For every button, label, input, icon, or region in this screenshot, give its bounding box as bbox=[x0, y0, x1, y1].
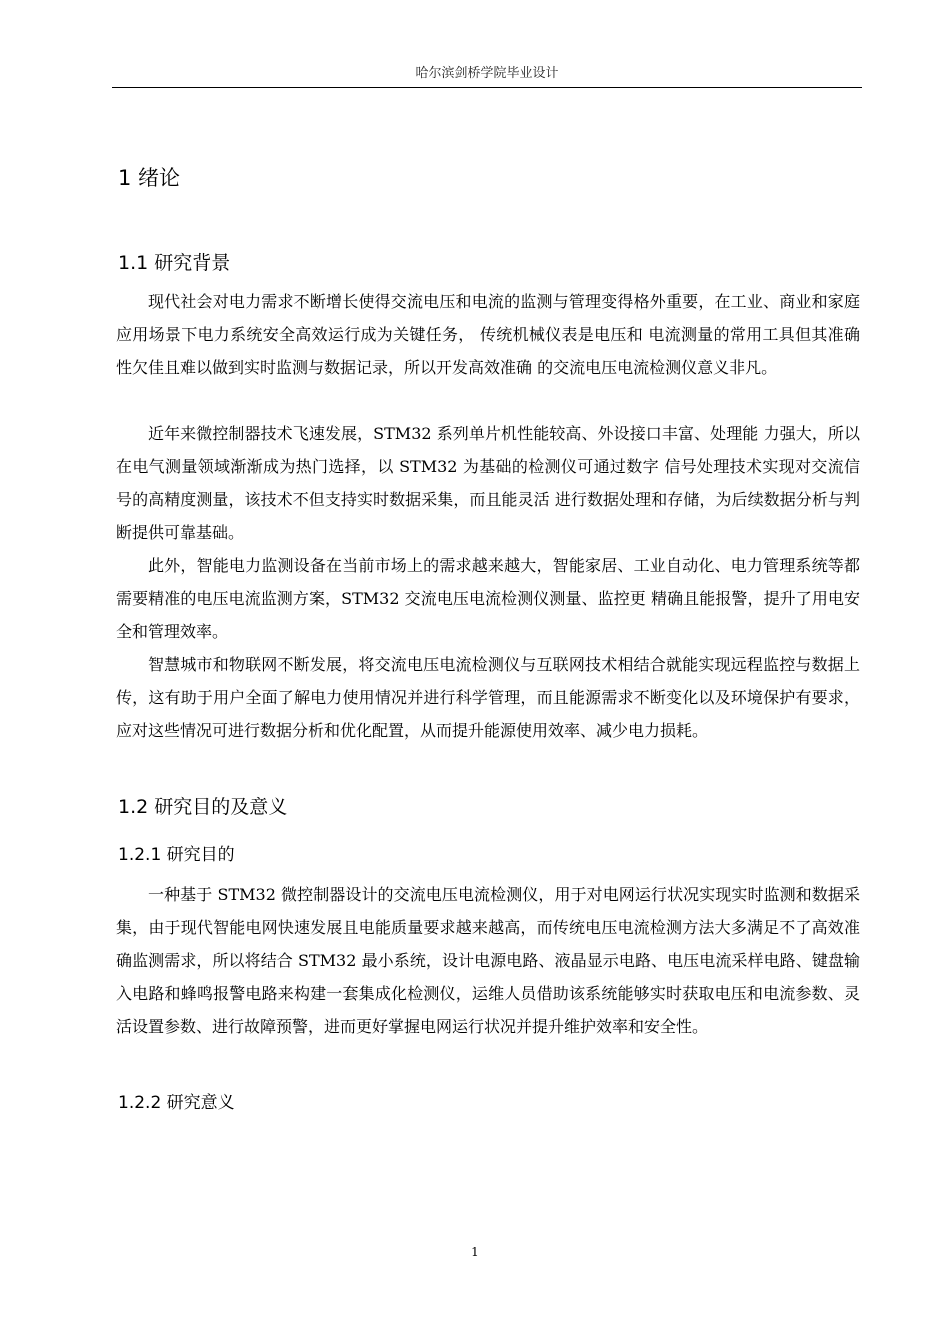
section-title-1-1: 1.1 研究背景 bbox=[118, 252, 231, 274]
paragraph-purpose: 一种基于 STM32 微控制器设计的交流电压电流检测仪，用于对电网运行状况实现实时监测和数据采集，由于现代智能电网快速发展且电能质量要求越来越高，而传统电压电流检测方法大多满足不了高效准确监测需求，所以将结合 STM32 最小系统，设计电源电路、液晶显示电路、电压电流采样电路、键盘输入电路和蜂鸣报警电路来构建一套集成化检测仪，运维人员借助该系统能够实时获取电压和电流参数、灵活设置参数、进行故障预警，进而更好掌握电网运行状况并提升维护效率和安全性。 bbox=[116, 885, 860, 1036]
paragraph-background-4: 智慧城市和物联网不断发展，将交流电压电流检测仪与互联网技术相结合就能实现远程监控与数据上传，这有助于用户全面了解电力使用情况并进行科学管理，而且能源需求不断变化以及环境保护有要求，应对这些情况可进行数据分析和优化配置，从而提升能源使用效率、减少电力损耗。 bbox=[116, 655, 860, 740]
page-number: 1 bbox=[471, 1245, 479, 1259]
paragraph-background-3: 此外，智能电力监测设备在当前市场上的需求越来越大，智能家居、工业自动化、电力管理系统等都需要精准的电压电流监测方案，STM32 交流电压电流检测仪测量、监控更 精确且能报警，提升了用电安全和管理效率。 bbox=[116, 556, 860, 641]
paragraph-background-2: 近年来微控制器技术飞速发展，STM32 系列单片机性能较高、外设接口丰富、处理能 力强大，所以在电气测量领域渐渐成为热门选择，以 STM32 为基础的检测仪可通过数字 信号处理技术实现对交流信号的高精度测量，该技术不但支持实时数据采集，而且能灵活 进行数据处理和存储，为后续数据分析与判断提供可靠基础。 bbox=[116, 424, 860, 542]
section-title-1-2: 1.2 研究目的及意义 bbox=[118, 796, 288, 818]
page-header: 哈尔滨剑桥学院毕业设计 bbox=[112, 64, 862, 88]
subsection-title-1-2-2: 1.2.2 研究意义 bbox=[118, 1093, 235, 1113]
paragraph-background-1: 现代社会对电力需求不断增长使得交流电压和电流的监测与管理变得格外重要，在工业、商业和家庭应用场景下电力系统安全高效运行成为关键任务， 传统机械仪表是电压和 电流测量的常用工具但其准确性欠佳且难以做到实时监测与数据记录，所以开发高效准确 的交流电压电流检测仪意义非凡。 bbox=[116, 292, 860, 377]
chapter-title: 1 绪论 bbox=[118, 166, 181, 190]
subsection-title-1-2-1: 1.2.1 研究目的 bbox=[118, 845, 235, 865]
